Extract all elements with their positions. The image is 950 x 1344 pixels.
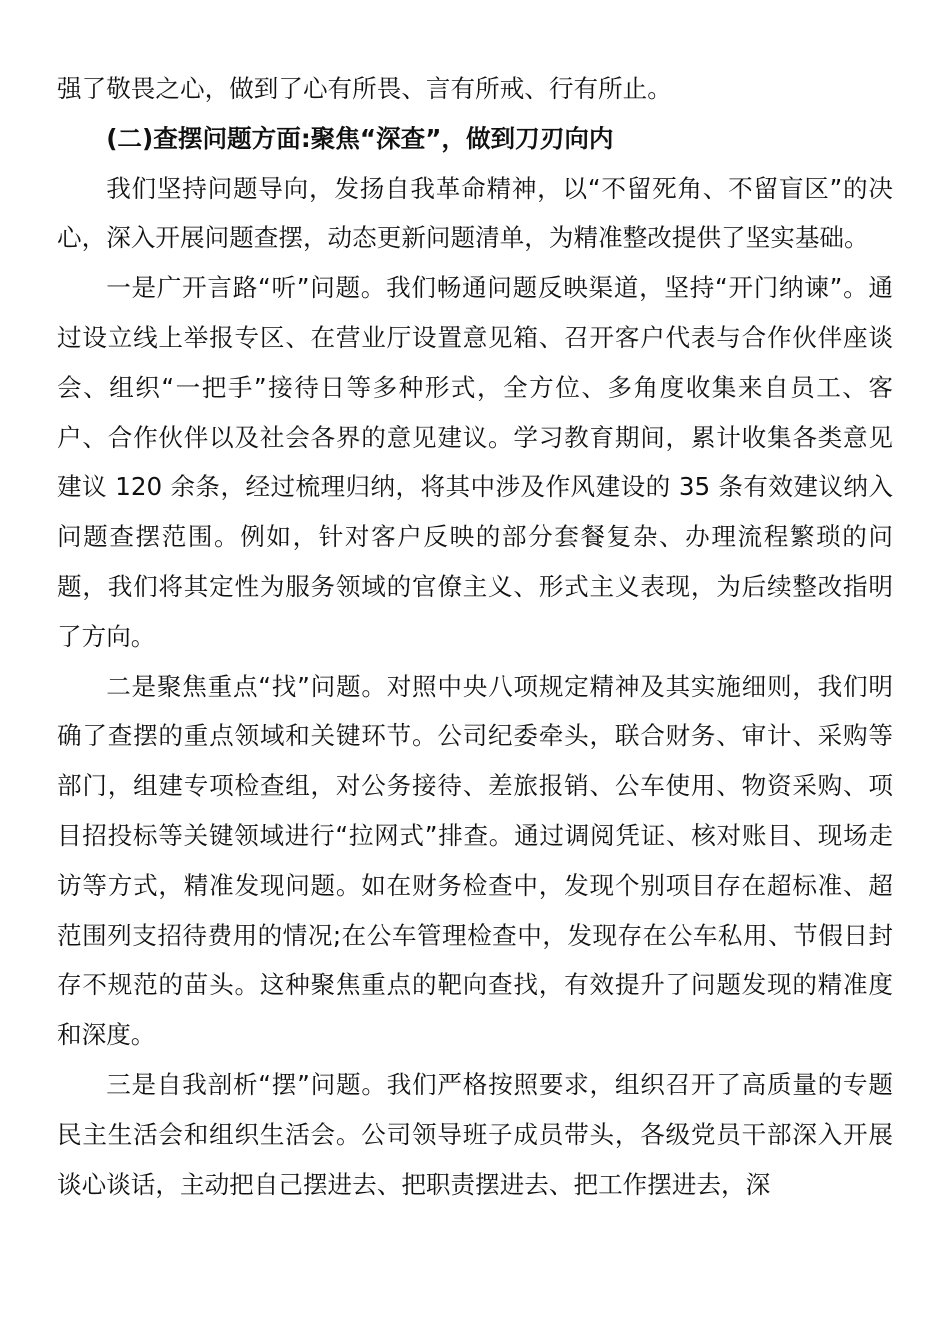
paragraph-intro: 我们坚持问题导向，发扬自我革命精神，以“不留死角、不留盲区”的决心，深入开展问题查摆，动态更新问题清单，为精准整改提供了坚实基础。 (57, 173, 893, 253)
paragraph-point-1: 一是广开言路“听”问题。我们畅通问题反映渠道，坚持“开门纳谏”。通过设立线上举报专区、在营业厅设置意见箱、召开客户代表与合作伙伴座谈会、组织“一把手”接待日等多种形式，全方位、多角度收集来自员工、客户、合作伙伴以及社会各界的意见建议。学习教育期间，累计收集各类意见建议 120 余条，经过梳理归纳，将其中涉及作风建设的 35 条有效建议纳入问题查摆范围。例如，针对客户反映的部分套餐复杂、办理流程繁琐的问题，我们将其定性为服务领域的官僚主义、形式主义表现，为后续整改指明了方向。 (57, 273, 893, 651)
paragraph-point-2: 二是聚焦重点“找”问题。对照中央八项规定精神及其实施细则，我们明确了查摆的重点领域和关键环节。公司纪委牵头，联合财务、审计、采购等部门，组建专项检查组，对公务接待、差旅报销、公车使用、物资采购、项目招投标等关键领域进行“拉网式”排查。通过调阅凭证、核对账目、现场走访等方式，精准发现问题。如在财务检查中，发现个别项目存在超标准、超范围列支招待费用的情况;在公车管理检查中，发现存在公车私用、节假日封存不规范的苗头。这种聚焦重点的靶向查找，有效提升了问题发现的精准度和深度。 (57, 671, 893, 1050)
paragraph-point-3: 三是自我剖析“摆”问题。我们严格按照要求，组织召开了高质量的专题民主生活会和组织生活会。公司领导班子成员带头，各级党员干部深入开展谈心谈话，主动把自己摆进去、把职责摆进去、把工作摆进去，深 (57, 1069, 893, 1199)
paragraph-continuation: 强了敬畏之心，做到了心有所畏、言有所戒、行有所止。 (57, 74, 672, 103)
section-heading: (二)查摆问题方面:聚焦“深查”，做到刀刃向内 (106, 123, 614, 153)
document-page (57, 64, 893, 1209)
